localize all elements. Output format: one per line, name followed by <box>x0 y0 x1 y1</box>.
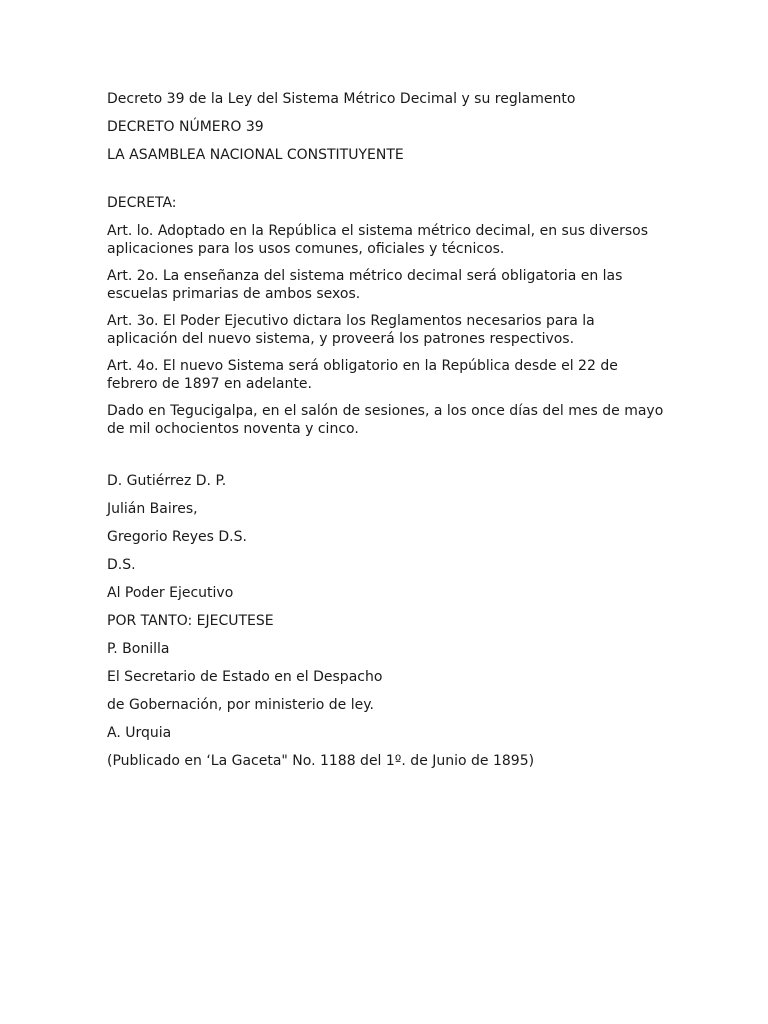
article-2: Art. 2o. La enseñanza del sistema métrico decimal será obligatoria en las escuelas primarias de ambos sexos. <box>107 268 623 302</box>
article-1: Art. lo. Adoptado en la República el sistema métrico decimal, en sus diversos aplicaciones para los usos comunes, oficiales y técnicos. <box>107 223 649 257</box>
article-4: Art. 4o. El nuevo Sistema será obligatorio en la República desde el 22 de febrero de 1897 en adelante. <box>107 358 618 392</box>
signature-line: de Gobernación, por ministerio de ley. <box>107 697 374 713</box>
decreta-heading: DECRETA: <box>107 195 177 211</box>
document-body <box>107 90 667 780</box>
signature-line: A. Urquia <box>107 725 172 741</box>
publication-note: (Publicado en ‘La Gaceta" No. 1188 del 1º. de Junio de 1895) <box>107 753 535 769</box>
signature-line: POR TANTO: EJECUTESE <box>107 613 274 629</box>
signature-line: P. Bonilla <box>107 641 170 657</box>
article-3: Art. 3o. El Poder Ejecutivo dictara los Reglamentos necesarios para la aplicación del nuevo sistema, y proveerá los patrones respectivos. <box>107 313 595 347</box>
signature-line: Al Poder Ejecutivo <box>107 585 234 601</box>
given-in-statement: Dado en Tegucigalpa, en el salón de sesiones, a los once días del mes de mayo de mil ochocientos noventa y cinco. <box>107 403 664 437</box>
signature-line: El Secretario de Estado en el Despacho <box>107 669 383 685</box>
signature-line: D.S. <box>107 557 136 573</box>
signature-line: Gregorio Reyes D.S. <box>107 529 247 545</box>
signature-line: Julián Baires, <box>107 501 198 517</box>
signature-line: D. Gutiérrez D. P. <box>107 473 227 489</box>
decree-number: DECRETO NÚMERO 39 <box>107 119 264 135</box>
issuing-body: LA ASAMBLEA NACIONAL CONSTITUYENTE <box>107 147 404 163</box>
document-title: Decreto 39 de la Ley del Sistema Métrico Decimal y su reglamento <box>107 91 576 107</box>
